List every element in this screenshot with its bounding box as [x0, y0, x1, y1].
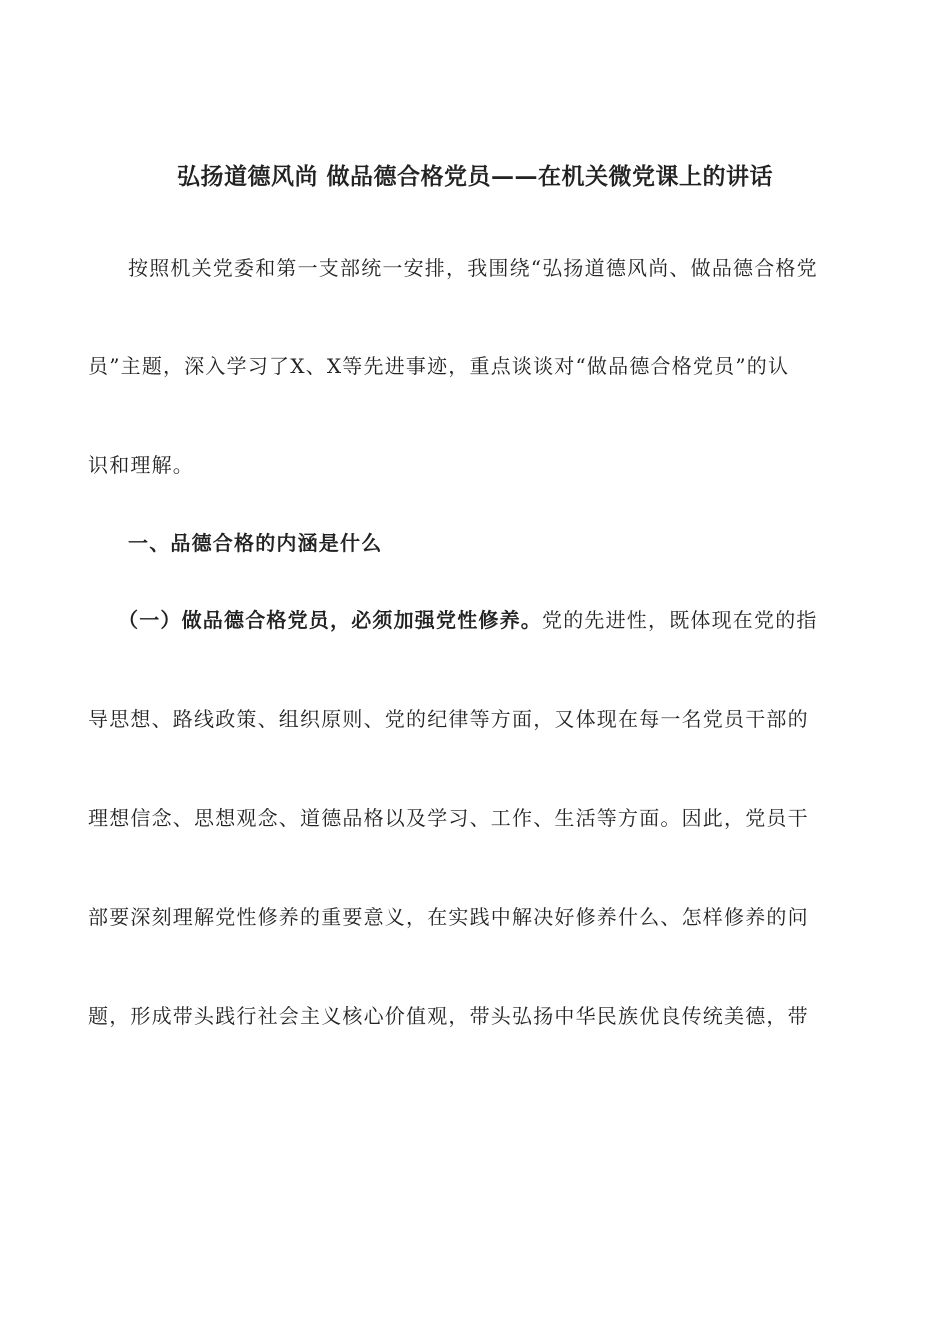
sub-paragraph-line-3: 理想信念、思想观念、道德品格以及学习、工作、生活等方面。因此，党员干 — [88, 806, 809, 830]
sub-heading-bold: （一）做品德合格党员，必须加强党性修养。 — [118, 608, 542, 632]
sub-paragraph-line-1 — [118, 606, 818, 634]
intro-line-2: 员”主题，深入学习了X、X等先进事迹，重点谈谈对“做品德合格党员”的认 — [88, 354, 790, 378]
document-title: 弘扬道德风尚 做品德合格党员——在机关微党课上的讲话 — [176, 163, 773, 190]
intro-line-1: 按照机关党委和第一支部统一安排，我围绕“弘扬道德风尚、做品德合格党 — [128, 256, 818, 280]
sub-paragraph-line-4: 部要深刻理解党性修养的重要意义，在实践中解决好修养什么、怎样修养的问 — [88, 905, 809, 929]
sub-line-1-rest: 党的先进性，既体现在党的指 — [542, 608, 818, 632]
intro-line-3: 识和理解。 — [88, 453, 194, 477]
section-heading: 一、品德合格的内涵是什么 — [128, 531, 383, 555]
sub-paragraph-line-2: 导思想、路线政策、组织原则、党的纪律等方面，又体现在每一名党员干部的 — [88, 707, 809, 731]
sub-paragraph-line-5: 题，形成带头践行社会主义核心价值观，带头弘扬中华民族优良传统美德，带 — [88, 1004, 809, 1028]
